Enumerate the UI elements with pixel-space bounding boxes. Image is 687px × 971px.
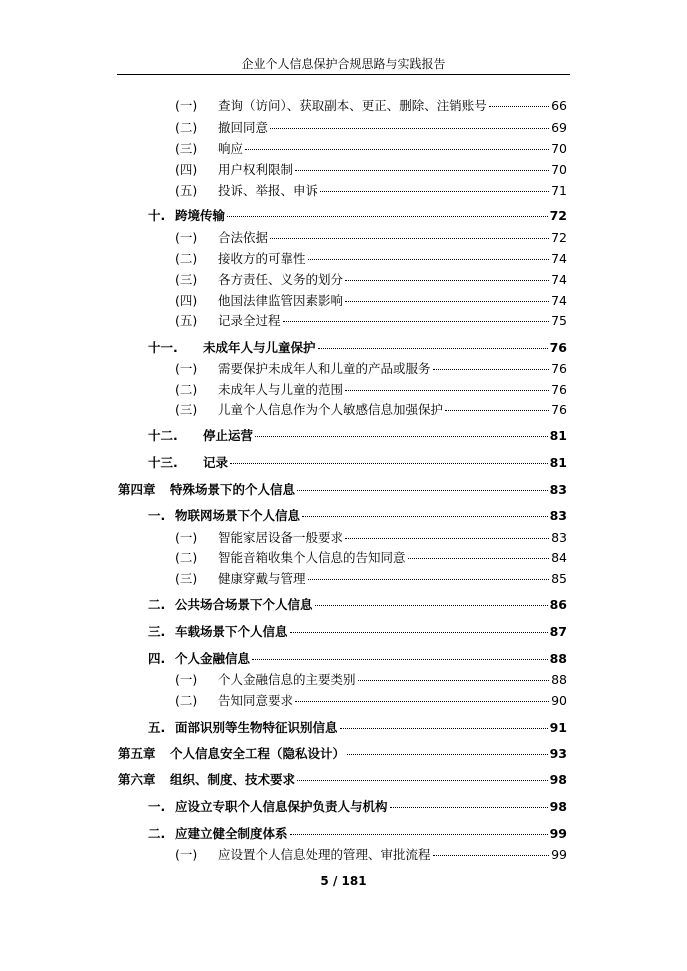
toc-entry-number: (一) bbox=[175, 230, 198, 245]
dot-leader bbox=[390, 807, 548, 808]
toc-entry-title: 投诉、举报、申诉 bbox=[218, 183, 319, 198]
toc-entry-number: 十二. bbox=[148, 428, 178, 443]
toc-entry-number: (三) bbox=[175, 272, 198, 287]
toc-entry-number: 三. bbox=[148, 624, 166, 639]
toc-entry[interactable] bbox=[175, 672, 567, 688]
toc-entry-number: 十三. bbox=[148, 455, 178, 470]
toc-entry-number: (二) bbox=[175, 251, 198, 266]
dot-leader bbox=[340, 728, 548, 729]
toc-entry[interactable] bbox=[148, 208, 567, 224]
toc-entry-title: 儿童个人信息作为个人敏感信息加强保护 bbox=[218, 402, 444, 417]
toc-entry-page: 72 bbox=[549, 208, 567, 223]
toc-entry-number: 二. bbox=[148, 597, 166, 612]
toc-entry-title: 车载场景下个人信息 bbox=[175, 624, 288, 639]
toc-entry-title: 响应 bbox=[218, 141, 244, 156]
toc-entry[interactable] bbox=[175, 230, 567, 246]
toc-entry[interactable] bbox=[118, 746, 567, 762]
toc-entry-number: (二) bbox=[175, 120, 198, 135]
toc-entry-title: 接收方的可靠性 bbox=[218, 251, 306, 266]
dot-leader bbox=[295, 701, 549, 702]
toc-entry-page: 88 bbox=[551, 672, 567, 687]
toc-entry-title: 记录 bbox=[203, 455, 229, 470]
toc-entry-number: (四) bbox=[175, 293, 198, 308]
toc-entry-title: 健康穿戴与管理 bbox=[218, 571, 306, 586]
dot-leader bbox=[308, 579, 550, 580]
dot-leader bbox=[433, 855, 550, 856]
toc-entry-title: 应设置个人信息处理的管理、审批流程 bbox=[218, 847, 431, 862]
toc-entry[interactable] bbox=[175, 183, 567, 199]
toc-entry-page: 99 bbox=[551, 847, 567, 862]
dot-leader bbox=[255, 436, 548, 437]
dot-leader bbox=[433, 369, 550, 370]
toc-entry-page: 85 bbox=[551, 571, 567, 586]
toc-entry-number: 第六章 bbox=[118, 772, 156, 787]
toc-entry-page: 69 bbox=[551, 120, 567, 135]
toc-entry-number: 第四章 bbox=[118, 482, 156, 497]
toc-entry[interactable] bbox=[175, 98, 567, 114]
toc-entry[interactable] bbox=[175, 571, 567, 587]
toc-entry-title: 个人信息安全工程（隐私设计） bbox=[170, 746, 346, 761]
toc-entry-title: 记录全过程 bbox=[218, 313, 281, 328]
toc-entry-number: (四) bbox=[175, 162, 198, 177]
dot-leader bbox=[358, 680, 550, 681]
toc-entry-page: 93 bbox=[549, 746, 567, 761]
toc-entry[interactable] bbox=[175, 847, 567, 863]
toc-entry-title: 告知同意要求 bbox=[218, 693, 294, 708]
toc-entry-title: 个人金融信息的主要类别 bbox=[218, 672, 356, 687]
toc-entry-page: 76 bbox=[551, 361, 567, 376]
toc-entry-title: 未成年人与儿童保护 bbox=[203, 340, 316, 355]
toc-entry-page: 98 bbox=[549, 772, 567, 787]
toc-entry-title: 用户权利限制 bbox=[218, 162, 294, 177]
toc-entry-page: 74 bbox=[551, 272, 567, 287]
toc-entry[interactable] bbox=[175, 530, 567, 546]
dot-leader bbox=[283, 321, 550, 322]
toc-entry-page: 70 bbox=[551, 162, 567, 177]
dot-leader bbox=[297, 490, 548, 491]
toc-entry-number: 十一. bbox=[148, 340, 178, 355]
toc-entry[interactable] bbox=[175, 693, 567, 709]
toc-entry-number: 二. bbox=[148, 826, 166, 841]
dot-leader bbox=[230, 463, 548, 464]
toc-entry-title: 特殊场景下的个人信息 bbox=[170, 482, 296, 497]
dot-leader bbox=[290, 632, 548, 633]
dot-leader bbox=[408, 558, 550, 559]
toc-entry-page: 74 bbox=[551, 251, 567, 266]
dot-leader bbox=[270, 128, 549, 129]
toc-entry-number: (五) bbox=[175, 313, 198, 328]
toc-entry-page: 83 bbox=[549, 508, 567, 523]
toc-entry-number: (一) bbox=[175, 98, 198, 113]
toc-entry-page: 90 bbox=[551, 693, 567, 708]
toc-entry-title: 应建立健全制度体系 bbox=[175, 826, 288, 841]
toc-entry-page: 76 bbox=[551, 402, 567, 417]
toc-entry-page: 83 bbox=[549, 482, 567, 497]
toc-entry-page: 86 bbox=[549, 597, 567, 612]
dot-leader bbox=[295, 170, 549, 171]
dot-leader bbox=[345, 301, 549, 302]
toc-entry[interactable] bbox=[175, 402, 567, 418]
toc-entry[interactable] bbox=[148, 826, 567, 842]
toc-entry[interactable] bbox=[148, 597, 567, 613]
toc-entry-page: 84 bbox=[551, 550, 567, 565]
toc-entry-title: 需要保护未成年人和儿童的产品或服务 bbox=[218, 361, 431, 376]
toc-entry[interactable] bbox=[175, 272, 567, 288]
toc-entry[interactable] bbox=[175, 550, 567, 566]
dot-leader bbox=[297, 780, 548, 781]
toc-entry-number: (三) bbox=[175, 402, 198, 417]
toc-entry[interactable] bbox=[148, 624, 567, 640]
toc-entry-number: (二) bbox=[175, 550, 198, 565]
toc-entry[interactable] bbox=[175, 162, 567, 178]
toc-entry-title: 撤回同意 bbox=[218, 120, 269, 135]
toc-entry[interactable] bbox=[175, 141, 567, 157]
dot-leader bbox=[270, 238, 549, 239]
toc-entry-page: 81 bbox=[549, 455, 567, 470]
dot-leader bbox=[345, 390, 549, 391]
toc-entry[interactable] bbox=[148, 508, 567, 524]
toc-entry[interactable] bbox=[148, 455, 567, 471]
toc-entry-number: 五. bbox=[148, 720, 166, 735]
toc-entry-page: 71 bbox=[551, 183, 567, 198]
dot-leader bbox=[445, 410, 549, 411]
toc-entry-number: (一) bbox=[175, 530, 198, 545]
dot-leader bbox=[245, 149, 549, 150]
dot-leader bbox=[318, 348, 548, 349]
toc-entry[interactable] bbox=[148, 651, 567, 667]
toc-entry-title: 停止运营 bbox=[203, 428, 254, 443]
toc-entry-number: (三) bbox=[175, 571, 198, 586]
toc-entry-title: 物联网场景下个人信息 bbox=[175, 508, 301, 523]
toc-entry-title: 智能家居设备一般要求 bbox=[218, 530, 344, 545]
toc-entry-number: 四. bbox=[148, 651, 166, 666]
toc-entry-number: 第五章 bbox=[118, 746, 156, 761]
dot-leader bbox=[320, 191, 549, 192]
toc-entry-title: 查询（访问）、获取副本、更正、删除、注销账号 bbox=[218, 98, 487, 113]
toc-entry-title: 应设立专职个人信息保护负责人与机构 bbox=[175, 799, 388, 814]
toc-entry-number: (五) bbox=[175, 183, 198, 198]
toc-entry-page: 66 bbox=[551, 98, 567, 113]
toc-entry-title: 各方责任、义务的划分 bbox=[218, 272, 344, 287]
toc-entry-page: 70 bbox=[551, 141, 567, 156]
toc-entry-title: 个人金融信息 bbox=[175, 651, 251, 666]
dot-leader bbox=[290, 834, 548, 835]
toc-entry[interactable] bbox=[148, 428, 567, 444]
dot-leader bbox=[345, 280, 549, 281]
toc-entry-page: 98 bbox=[549, 799, 567, 814]
toc-entry-page: 99 bbox=[549, 826, 567, 841]
toc-entry[interactable] bbox=[148, 340, 567, 356]
toc-entry-page: 75 bbox=[551, 313, 567, 328]
toc-entry-page: 91 bbox=[549, 720, 567, 735]
toc-entry-number: 十. bbox=[148, 208, 166, 223]
dot-leader bbox=[302, 516, 548, 517]
dot-leader bbox=[347, 754, 548, 755]
toc-entry-number: (三) bbox=[175, 141, 198, 156]
toc-entry-page: 76 bbox=[551, 382, 567, 397]
toc-entry-title: 他国法律监管因素影响 bbox=[218, 293, 344, 308]
toc-entry-page: 76 bbox=[549, 340, 567, 355]
toc-entry-page: 74 bbox=[551, 293, 567, 308]
page-number: 5 / 181 bbox=[320, 874, 367, 888]
running-header: 企业个人信息保护合规思路与实践报告 bbox=[241, 57, 446, 71]
toc-entry-page: 72 bbox=[551, 230, 567, 245]
toc-entry[interactable] bbox=[175, 361, 567, 377]
toc-entry-number: (一) bbox=[175, 361, 198, 376]
toc-entry-title: 跨境传输 bbox=[175, 208, 226, 223]
toc-entry-number: 一. bbox=[148, 508, 166, 523]
dot-leader bbox=[489, 106, 549, 107]
toc-entry-page: 88 bbox=[549, 651, 567, 666]
toc-entry[interactable] bbox=[148, 720, 567, 736]
toc-entry-title: 未成年人与儿童的范围 bbox=[218, 382, 344, 397]
toc-entry-page: 81 bbox=[549, 428, 567, 443]
toc-entry-title: 合法依据 bbox=[218, 230, 269, 245]
dot-leader bbox=[345, 538, 549, 539]
toc-entry[interactable] bbox=[175, 293, 567, 309]
dot-leader bbox=[252, 659, 548, 660]
toc-entry[interactable] bbox=[175, 382, 567, 398]
toc-entry[interactable] bbox=[175, 251, 567, 267]
toc-entry-page: 87 bbox=[549, 624, 567, 639]
toc-entry-number: (二) bbox=[175, 382, 198, 397]
toc-entry-number: (一) bbox=[175, 847, 198, 862]
toc-entry[interactable] bbox=[175, 313, 567, 329]
toc-entry-page: 83 bbox=[551, 530, 567, 545]
toc-entry-title: 智能音箱收集个人信息的告知同意 bbox=[218, 550, 406, 565]
toc-entry-title: 组织、制度、技术要求 bbox=[170, 772, 296, 787]
toc-entry-number: 一. bbox=[148, 799, 166, 814]
toc-entry[interactable] bbox=[118, 482, 567, 498]
toc-entry[interactable] bbox=[175, 120, 567, 136]
toc-entry[interactable] bbox=[118, 772, 567, 788]
toc-entry-title: 面部识别等生物特征识别信息 bbox=[175, 720, 338, 735]
toc-entry-title: 公共场合场景下个人信息 bbox=[175, 597, 313, 612]
dot-leader bbox=[227, 216, 548, 217]
dot-leader bbox=[315, 605, 548, 606]
toc-entry-number: (二) bbox=[175, 693, 198, 708]
toc-entry-number: (一) bbox=[175, 672, 198, 687]
dot-leader bbox=[308, 259, 550, 260]
toc-entry[interactable] bbox=[148, 799, 567, 815]
